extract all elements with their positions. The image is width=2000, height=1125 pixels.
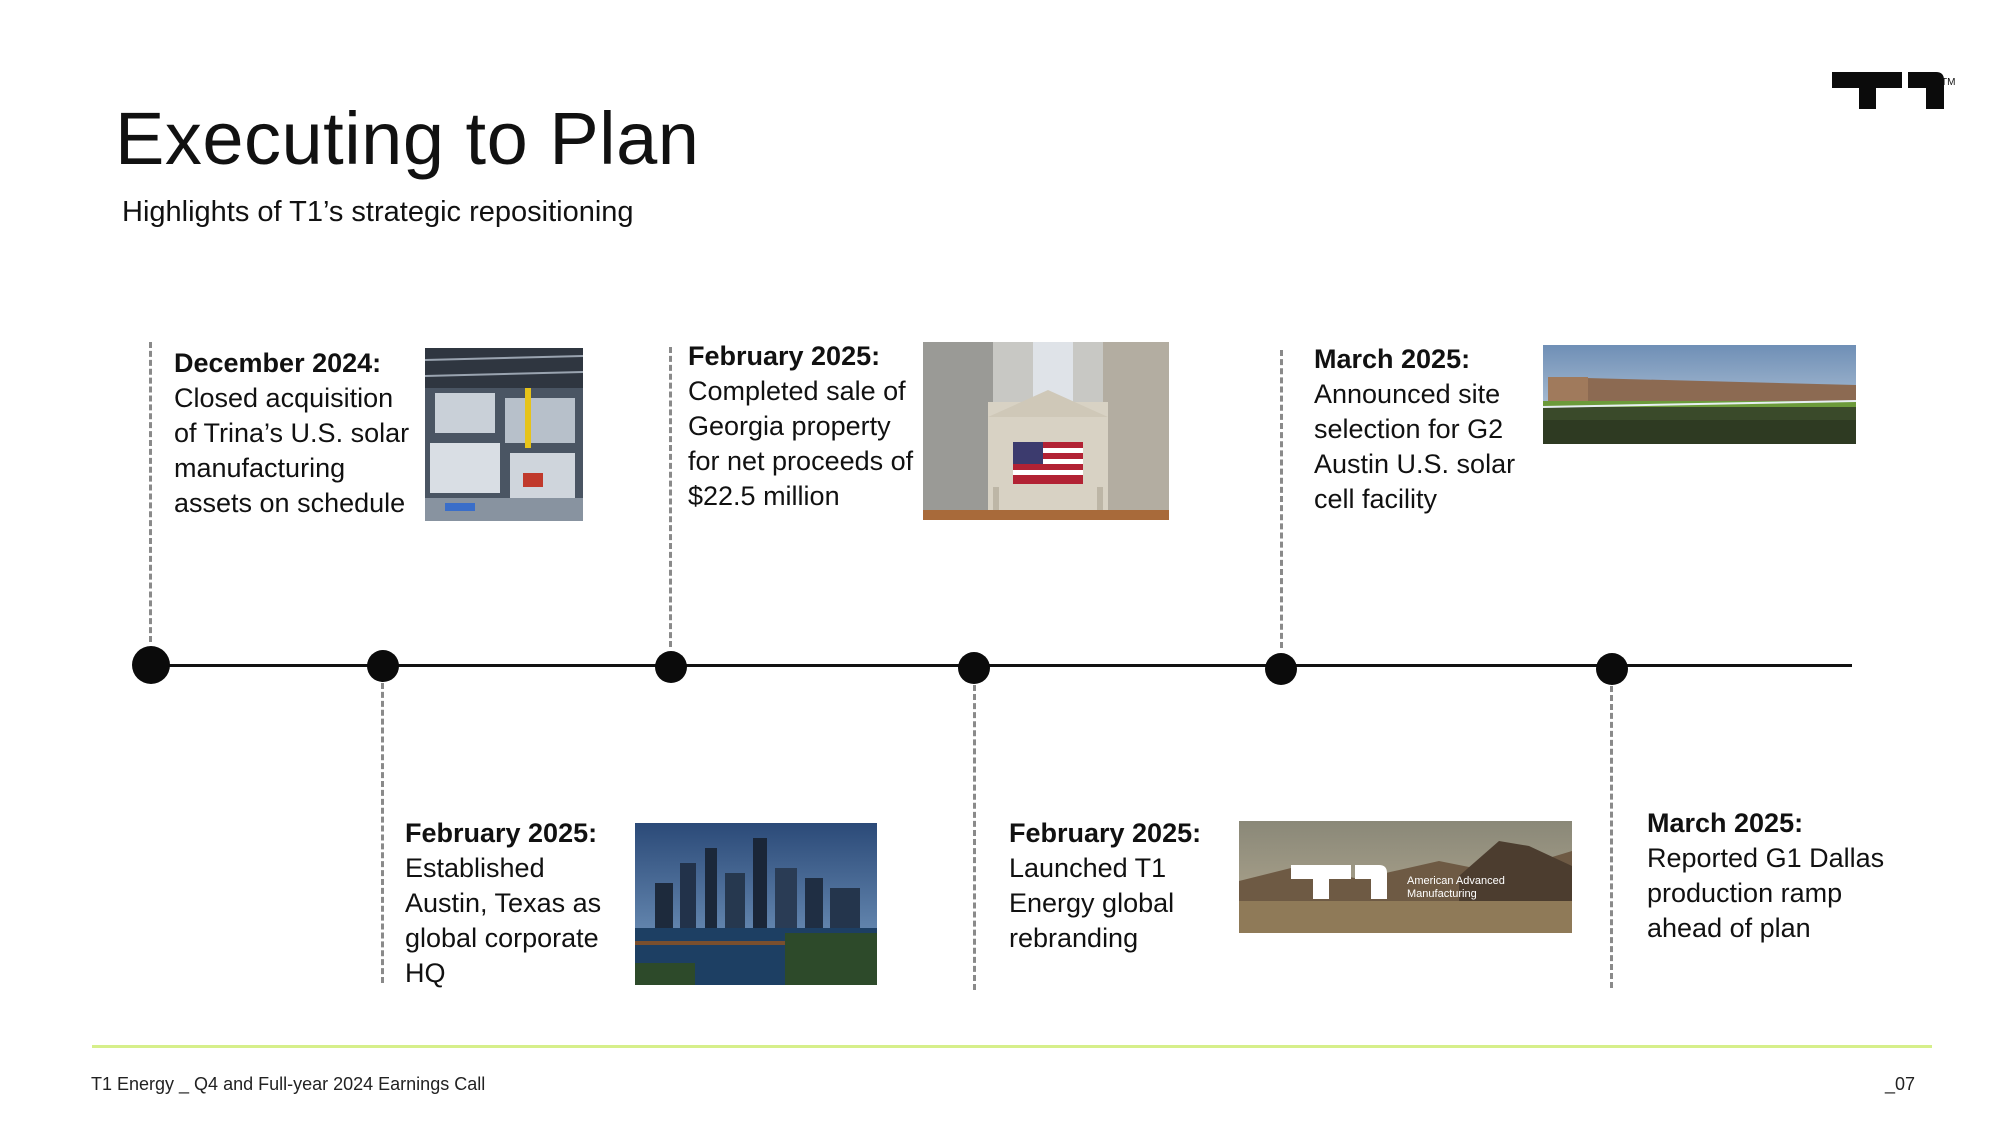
- timeline-connector: [1280, 350, 1283, 648]
- factory-interior-photo: [425, 348, 583, 521]
- timeline-dot: [1596, 653, 1628, 685]
- footer-accent-rule: [92, 1045, 1932, 1048]
- timeline-connector: [669, 347, 672, 647]
- event-description: Reported G1 Dallas production ramp ahead of plan: [1647, 843, 1885, 943]
- timeline-event-1: [174, 346, 414, 521]
- austin-skyline-photo: [635, 823, 877, 985]
- timeline-connector: [973, 685, 976, 990]
- timeline-connector: [381, 683, 384, 983]
- event-description: Completed sale of Georgia property for net proceeds of $22.5 million: [688, 376, 914, 511]
- banner-tagline: American Advanced Manufacturing: [1407, 875, 1505, 900]
- event-date: February 2025:: [405, 818, 598, 848]
- timeline-event-2: [405, 816, 625, 991]
- footer-caption: T1 Energy _ Q4 and Full-year 2024 Earnings Call: [91, 1074, 486, 1094]
- event-date: December 2024:: [174, 348, 382, 378]
- timeline-dot: [958, 652, 990, 684]
- timeline-event-3: [688, 339, 916, 514]
- timeline-event-5: [1314, 342, 1534, 517]
- page-title: Executing to Plan: [115, 97, 700, 180]
- facility-rendering-photo: [1543, 345, 1856, 444]
- event-description: Closed acquisition of Trina’s U.S. solar manufacturing assets on schedule: [174, 383, 410, 518]
- event-description: Established Austin, Texas as global corporate HQ: [405, 853, 602, 988]
- event-date: February 2025:: [1009, 818, 1202, 848]
- page-subtitle: Highlights of T1’s strategic repositioning: [122, 196, 634, 228]
- timeline-connector: [1610, 686, 1613, 988]
- event-date: February 2025:: [688, 341, 881, 371]
- stock-exchange-photo: [923, 342, 1169, 520]
- page-number: _07: [1885, 1074, 1916, 1094]
- trademark-mark: TM: [1941, 77, 1956, 88]
- timeline-dot: [655, 651, 687, 683]
- timeline-connector: [149, 342, 152, 642]
- event-description: Announced site selection for G2 Austin U.S. solar cell facility: [1314, 379, 1516, 514]
- timeline-event-6: [1647, 806, 1907, 946]
- timeline-dot: [1265, 653, 1297, 685]
- timeline-dot: [367, 650, 399, 682]
- timeline-dot: [132, 646, 170, 684]
- event-date: March 2025:: [1647, 808, 1804, 838]
- timeline-event-4: [1009, 816, 1229, 956]
- event-description: Launched T1 Energy global rebranding: [1009, 853, 1175, 953]
- event-date: March 2025:: [1314, 344, 1471, 374]
- rebranding-banner: [1239, 821, 1572, 933]
- t1-logo-icon: [1832, 72, 1952, 118]
